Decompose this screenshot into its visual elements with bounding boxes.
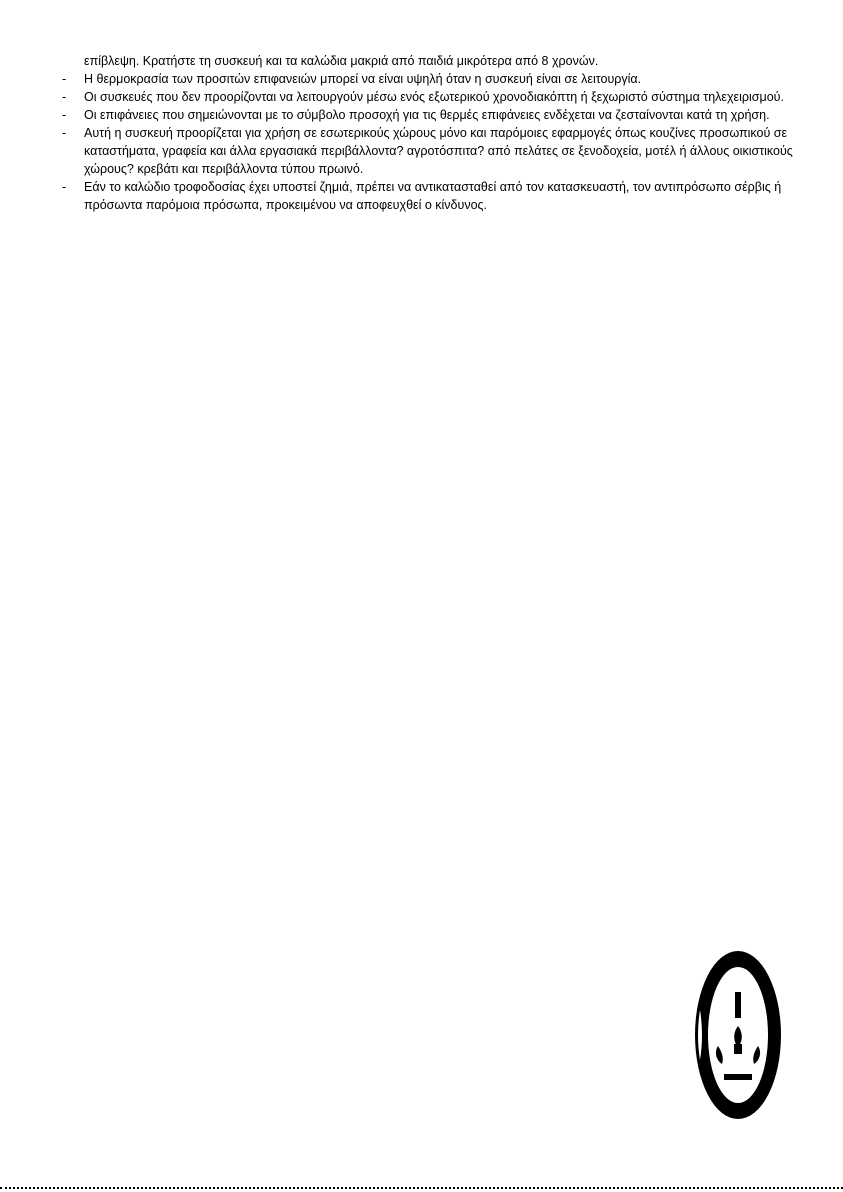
intro-line: επίβλεψη. Κρατήστε τη συσκευή και τα καλώδια μακριά από παιδιά μικρότερα από 8 χρονών.: [84, 54, 599, 68]
list-item-text: Αυτή η συσκευή προορίζεται για χρήση σε εσωτερικούς χώρους μόνο και παρόμοιες εφαρμογές όπως κουζίνες προσωπικού σε καταστήματα, γραφεία και άλλα εργασιακά περιβάλλοντα? αγροτόσπιτα? από πελάτες σε ξενοδοχεία, μοτέλ ή άλλους οικιστικούς χώρους? κρεβάτι και περιβάλλοντα τύπου πρωινό.: [84, 126, 793, 176]
list-item: [0, 124, 843, 178]
bullet-dash: -: [62, 126, 67, 140]
list-item-text: Οι συσκευές που δεν προορίζονται να λειτουργούν μέσω ενός εξωτερικού χρονοδιακόπτη ή ξεχωριστό σύστημα τηλεχειρισμού.: [84, 90, 784, 104]
list-item: [0, 88, 843, 106]
footer-dotted-line: [0, 1187, 843, 1189]
bullet-dash: -: [62, 72, 67, 86]
bullet-dash: -: [62, 90, 67, 104]
list-item-text: Οι επιφάνειες που σημειώνονται με το σύμβολο προσοχή για τις θερμές επιφάνειες ενδέχεται να ζεσταίνονται κατά τη χρήση.: [84, 108, 770, 122]
list-item-text: Η θερμοκρασία των προσιτών επιφανειών μπορεί να είναι υψηλή όταν η συσκευή είναι σε λειτουργία.: [84, 72, 642, 86]
bullet-dash: -: [62, 180, 67, 194]
safety-list: [0, 70, 843, 214]
list-item-text: Εάν το καλώδιο τροφοδοσίας έχει υποστεί ζημιά, πρέπει να αντικατασταθεί από τον κατασκευαστή, τον αντιπρόσωπο σέρβις ή πρόσωντα παρόμοια πρόσωπα, προκειμένου να αποφευχθεί ο κίνδυνος.: [84, 180, 782, 212]
list-item: [0, 178, 843, 214]
list-item: [0, 106, 843, 124]
bullet-dash: -: [62, 108, 67, 122]
list-item: [0, 70, 843, 88]
hot-surface-warning-icon: [694, 950, 782, 1120]
